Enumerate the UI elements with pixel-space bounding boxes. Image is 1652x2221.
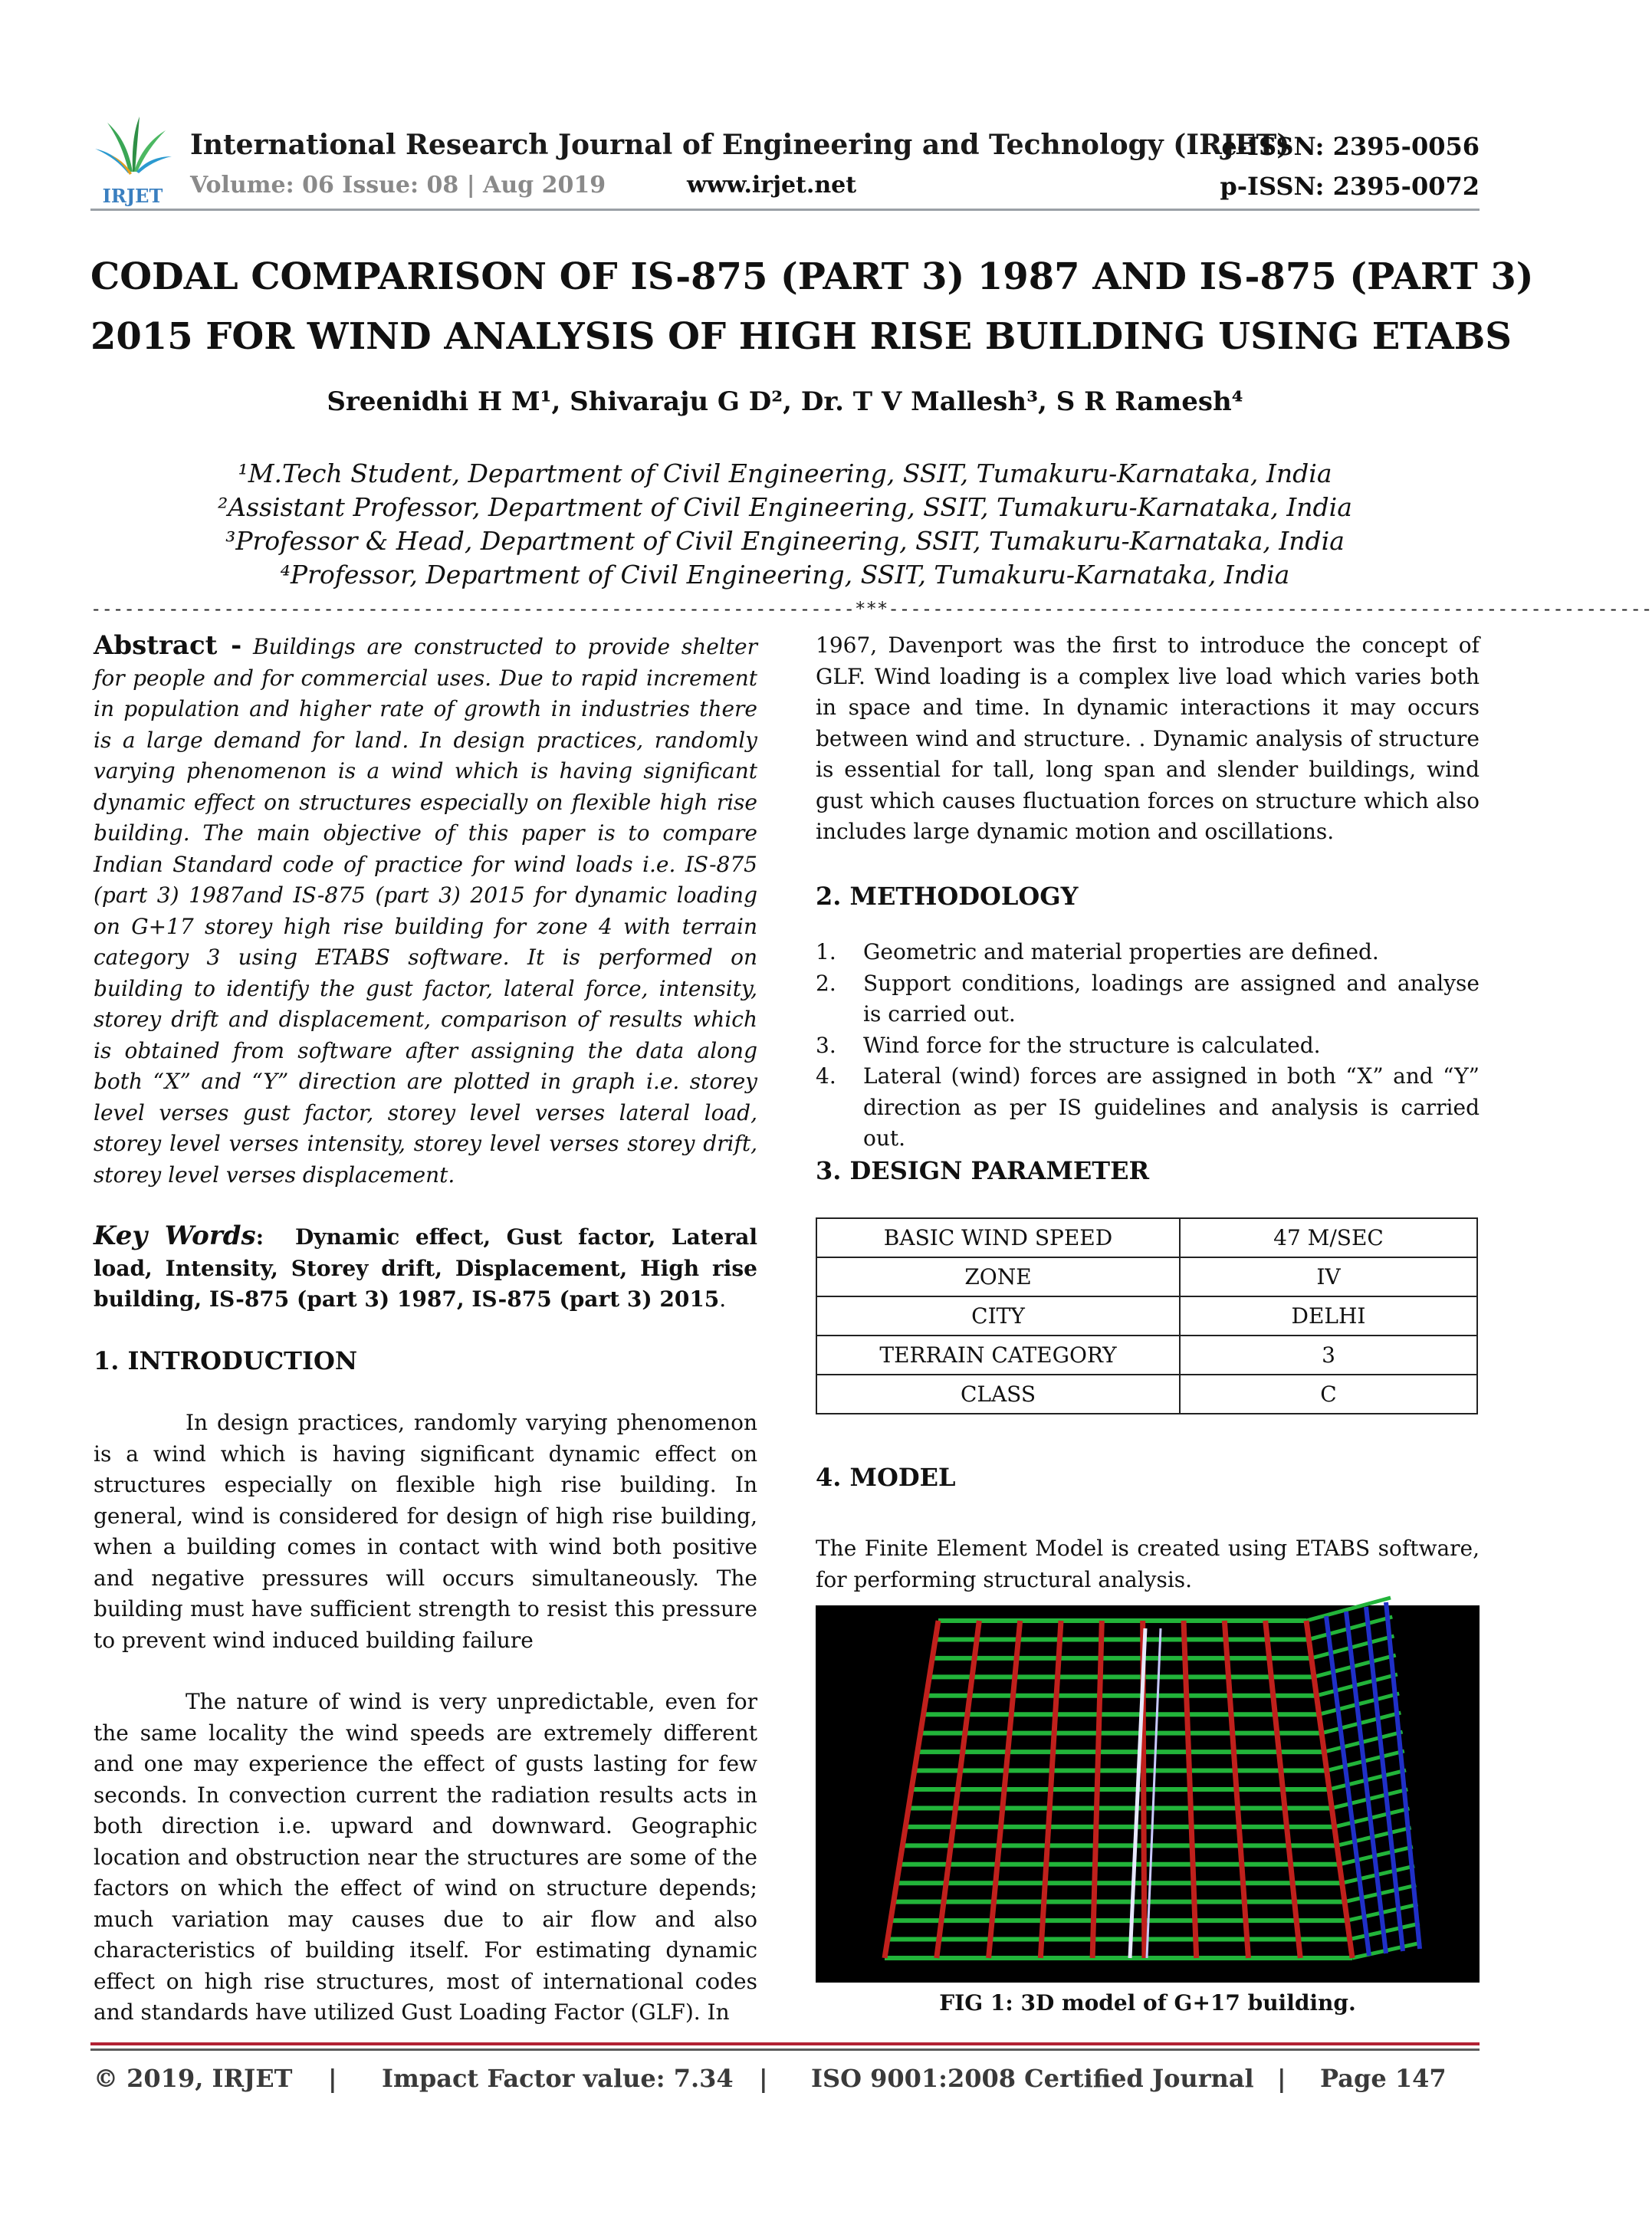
table-cell: IV bbox=[1180, 1257, 1477, 1296]
table-row bbox=[816, 1336, 1477, 1375]
table-cell: CLASS bbox=[816, 1375, 1180, 1414]
keywords bbox=[94, 1221, 757, 1316]
table-cell: BASIC WIND SPEED bbox=[816, 1218, 1180, 1257]
header-rule bbox=[90, 209, 1480, 211]
logo-text: IRJET bbox=[102, 185, 163, 207]
affiliation-2: ²Assistant Professor, Department of Civil Engineering, SSIT, Tumakuru-Karnataka, India bbox=[218, 492, 1352, 522]
intro-paragraph-1: In design practices, randomly varying phenomenon is a wind which is having significant dynamic effect on structures especially on flexible high rise building. In general, wind is considered for design of high rise building, when a building comes in contact with wind both positive and negative pressures will occurs simultaneously. The building must have sufficient strength to resist this pressure to prevent wind induced building failure bbox=[94, 1410, 757, 1653]
table-row bbox=[816, 1296, 1477, 1336]
table-cell: ZONE bbox=[816, 1257, 1180, 1296]
title-line-1: CODAL COMPARISON OF IS-875 (PART 3) 1987 AND IS-875 (PART 3) bbox=[90, 255, 1534, 298]
building-3d-model-svg bbox=[816, 1605, 1480, 1983]
p-issn: p-ISSN: 2395-0072 bbox=[1220, 172, 1480, 201]
keywords-label: Key Words bbox=[94, 1221, 256, 1251]
intro-heading: 1. INTRODUCTION bbox=[94, 1346, 358, 1375]
table-cell: C bbox=[1180, 1375, 1477, 1414]
footer-rule-red bbox=[90, 2042, 1480, 2045]
abstract-label: Abstract - bbox=[94, 630, 242, 661]
abstract-text: Buildings are constructed to provide shelter for people and for commercial uses. Due to rapid increment in population and higher rate of growth in industries there is a large demand for land. In design practices, randomly varying phenomenon is a wind which is having significant dynamic effect on structures especially on flexible high rise building. The main objective of this paper is to compare Indian Standard code of practice for wind loads i.e. IS-875 (part 3) 1987and IS-875 (part 3) 2015 for dynamic loading on G+17 storey high rise building for zone 4 with terrain category 3 using ETABS software. It is performed on building to identify the gust factor, lateral force, intensity, storey drift and displacement, comparison of results which is obtained from software after assigning the data along both “X” and “Y” direction are plotted in graph i.e. storey level verses gust factor, storey level verses lateral load, storey level verses intensity, storey level verses storey drift, storey level verses displacement. bbox=[94, 634, 757, 1188]
footer-page: Page 147 bbox=[1320, 2064, 1447, 2093]
footer-iso: ISO 9001:2008 Certified Journal bbox=[811, 2064, 1254, 2093]
footer-separator: | bbox=[328, 2064, 337, 2093]
footer-separator: | bbox=[759, 2064, 768, 2093]
intro-paragraph-2: The nature of wind is very unpredictable, even for the same locality the wind speeds are extremely different and one may experience the effect of gusts lasting for few seconds. In convection current the radiation results acts in both direction i.e. upward and downward. Geographic location and obstruction near the structures are some of the factors on which the effect of wind on structure depends; much variation may causes due to air flow and also characteristics of building itself. For estimating dynamic effect on high rise structures, most of international codes and standards have utilized Gust Loading Factor (GLF). In bbox=[94, 1689, 757, 2025]
table-cell: TERRAIN CATEGORY bbox=[816, 1336, 1180, 1375]
affiliation-4: ⁴Professor, Department of Civil Engineering, SSIT, Tumakuru-Karnataka, India bbox=[280, 560, 1290, 590]
methodology-list bbox=[816, 937, 1480, 1155]
figure-caption: FIG 1: 3D model of G+17 building. bbox=[939, 1990, 1356, 2016]
volume-issue: Volume: 06 Issue: 08 | Aug 2019 bbox=[190, 172, 606, 199]
footer-separator: | bbox=[1277, 2064, 1286, 2093]
methodology-heading: 2. METHODOLOGY bbox=[816, 882, 1079, 911]
journal-name: International Research Journal of Engineering and Technology (IRJET) bbox=[190, 129, 1290, 161]
keywords-text: Dynamic effect, Gust factor, Lateral load, Intensity, Storey drift, Displacement, High rise building, IS-875 (part 3) 1987, IS-875 (part 3) 2015 bbox=[94, 1224, 757, 1312]
section-separator: ---------------------------------------------------------------------***--------------------------------------------------------------------- bbox=[90, 598, 1652, 619]
irjet-logo bbox=[90, 112, 175, 207]
intro-paragraph-3: 1967, Davenport was the first to introduce the concept of GLF. Wind loading is a complex live load which varies both in space and time. In dynamic interactions it may occurs between wind and structure. . Dynamic analysis of structure is essential for tall, long span and slender buildings, wind gust which causes fluctuation forces on structure which also includes large dynamic motion and oscillations. bbox=[816, 632, 1480, 844]
methodology-item: 4. Lateral (wind) forces are assigned in both “X” and “Y” direction as per IS guidelines and analysis is carried out. bbox=[816, 1063, 1480, 1151]
footer-copyright: © 2019, IRJET bbox=[94, 2064, 293, 2093]
table-cell: CITY bbox=[816, 1296, 1180, 1336]
design-parameter-table bbox=[816, 1217, 1478, 1414]
design-parameter-heading: 3. DESIGN PARAMETER bbox=[816, 1156, 1150, 1185]
affiliation-3: ³Professor & Head, Department of Civil Engineering, SSIT, Tumakuru-Karnataka, India bbox=[225, 526, 1345, 556]
logo-leaves bbox=[95, 117, 172, 175]
table-row bbox=[816, 1257, 1477, 1296]
table-cell: 47 M/SEC bbox=[1180, 1218, 1477, 1257]
footer-rule-grey bbox=[90, 2049, 1480, 2051]
affiliations bbox=[90, 457, 1480, 592]
methodology-item: 2. Support conditions, loadings are assigned and analyse is carried out. bbox=[816, 970, 1480, 1027]
affiliation-1: ¹M.Tech Student, Department of Civil Engineering, SSIT, Tumakuru-Karnataka, India bbox=[238, 458, 1332, 488]
abstract bbox=[94, 630, 757, 1191]
journal-website-link[interactable]: www.irjet.net bbox=[687, 172, 857, 199]
paper-title bbox=[90, 247, 1534, 366]
table-row bbox=[816, 1375, 1477, 1414]
authors: Sreenidhi H M¹, Shivaraju G D², Dr. T V Mallesh³, S R Ramesh⁴ bbox=[327, 386, 1243, 417]
table-cell: 3 bbox=[1180, 1336, 1477, 1375]
methodology-item: 3. Wind force for the structure is calculated. bbox=[816, 1032, 1321, 1058]
table-row bbox=[816, 1218, 1477, 1257]
methodology-item: 1. Geometric and material properties are defined. bbox=[816, 939, 1379, 964]
keywords-period: . bbox=[719, 1286, 727, 1312]
table-cell: DELHI bbox=[1180, 1296, 1477, 1336]
e-issn: e-ISSN: 2395-0056 bbox=[1221, 132, 1480, 161]
title-line-2: 2015 FOR WIND ANALYSIS OF HIGH RISE BUILDING USING ETABS bbox=[90, 315, 1512, 358]
model-text: The Finite Element Model is created using ETABS software, for performing structural analysis. bbox=[816, 1536, 1480, 1592]
keywords-colon: : bbox=[255, 1224, 295, 1250]
building-3d-model-image bbox=[816, 1605, 1480, 1983]
model-heading: 4. MODEL bbox=[816, 1463, 956, 1492]
footer-impact-factor: Impact Factor value: 7.34 bbox=[382, 2064, 734, 2093]
